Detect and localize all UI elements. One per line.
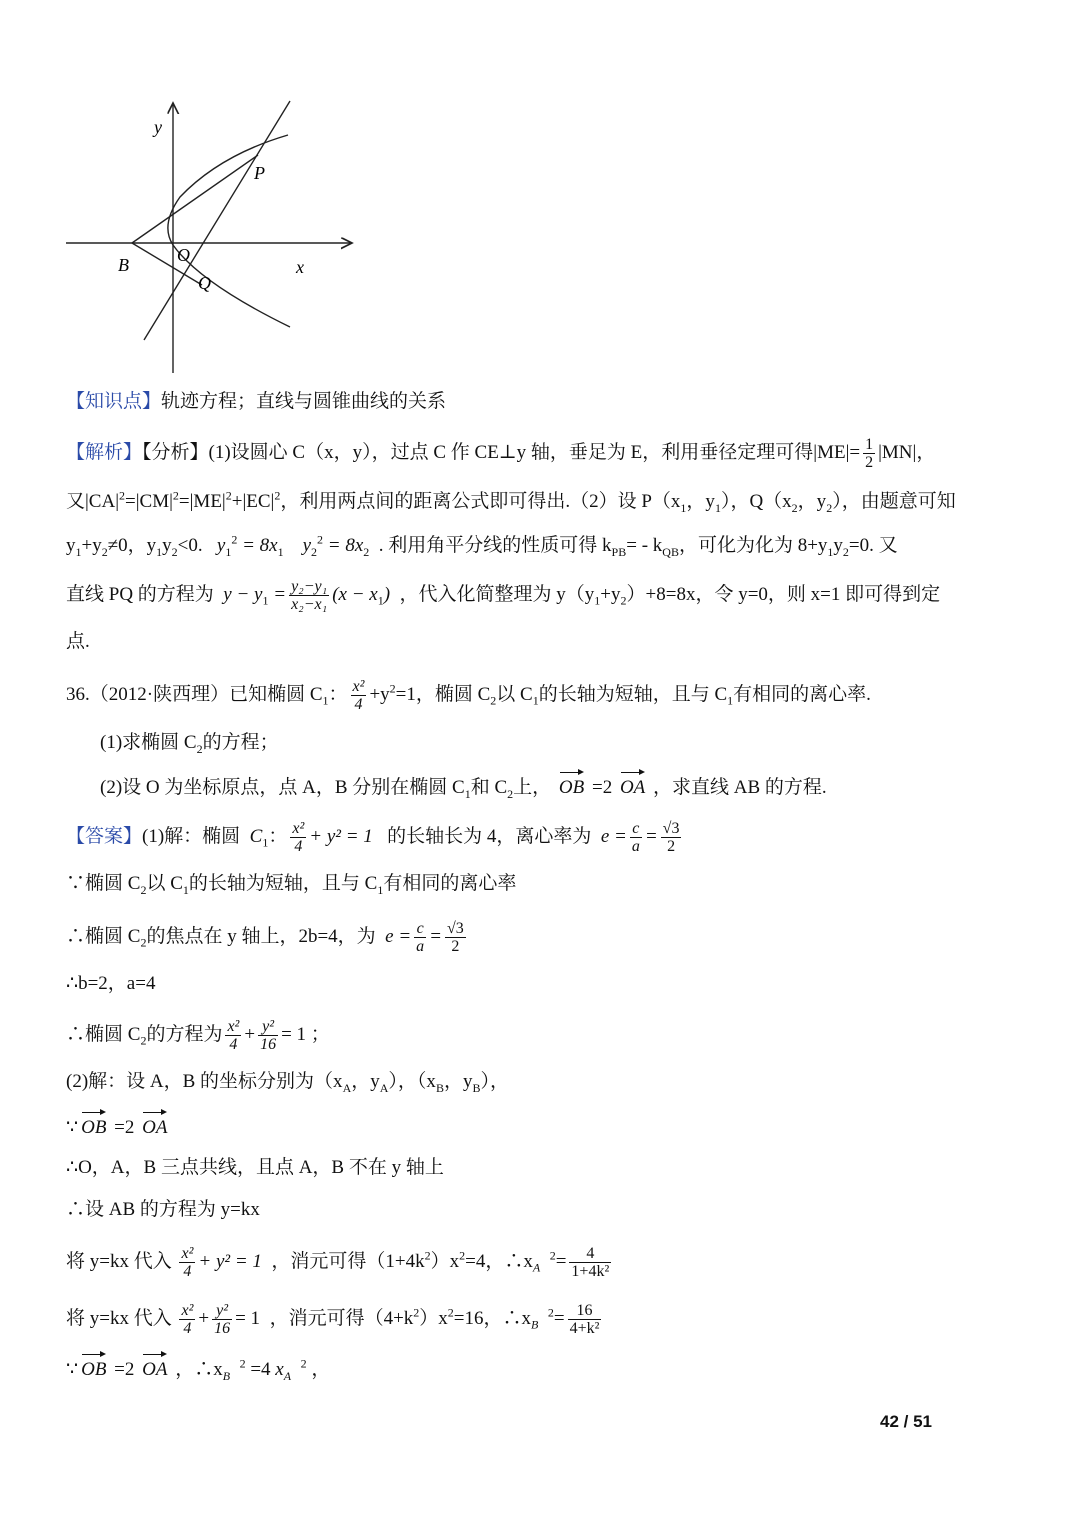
answer-line-11: 将 y=kx 代入 $\frac{\text{x²}}{4}$ + $\frac{\text{y²}}{16}$ = 1 ，消元可得$(4+k^2)x^2=16$，$\therefore x_B$ $^2$= $\frac{16}{\text{4+k²}}$	[66, 1302, 600, 1337]
answer-line-12: ∵ OB =2 OA ，$\therefore x_B$ $^2$ =4 $x_A$ $^2$ ，	[66, 1352, 1020, 1384]
answer-line-4: ∴b=2，a=4	[66, 973, 156, 994]
fraction-half: $\frac{1}{2}$	[865, 436, 874, 471]
vector-oa: OA	[142, 1352, 167, 1384]
analysis-line-4: 直线 PQ 的方程为 $y - y_1$ = $\frac{\text{y₂−y₁}}{\text{x₂−x₁}}$ $(x - x_1)$ ，代入化简整理为 $y(y_1+y_2)+8=8x$，令 y=0，则 x=1 即可得到定	[66, 578, 941, 613]
fraction-x2-over-4: $\frac{\text{x²}}{4}$	[181, 1245, 194, 1280]
fraction-16-over-4-plus-k2: $\frac{16}{\text{4+k²}}$	[569, 1302, 600, 1337]
question-36-part-2: (2)设 O 为坐标原点，点 A，B 分别在椭圆 $C_1$和 $C_2$上， OB =2 OA ，求直线 AB 的方程.	[100, 770, 1020, 802]
answer-tag: 【答案】	[66, 825, 143, 847]
vector-oa: OA	[620, 770, 645, 802]
analysis-text: 【分析】(1)设圆心 C（x，y），过点 C 作 CE⊥y 轴，垂足为 E，利用垂径定理可得|ME|=	[142, 441, 861, 463]
analysis-line-2: 又$|CA|^2=|CM|^2=|ME|^2+|EC|^2$，利用两点间的距离公式即可得出.（2）设 $P(x_1$，$y_1$），$Q(x_2$，$y_2$），由题意可知	[66, 488, 956, 515]
label-b: B	[118, 255, 129, 275]
line-pq	[144, 101, 290, 340]
knowledge-text: 轨迹方程；直线与圆锥曲线的关系	[161, 391, 447, 412]
knowledge-line	[66, 388, 1020, 416]
vector-ob: OB	[81, 1110, 106, 1142]
fraction-x2-over-4: $\frac{\text{x²}}{4}$	[292, 820, 305, 855]
fraction-x2-over-4: $\frac{\text{x²}}{4}$	[227, 1018, 240, 1053]
geometry-figure	[40, 95, 360, 380]
line-bp	[132, 155, 258, 243]
analysis-text: |MN|，	[878, 441, 936, 463]
vector-ob: OB	[81, 1352, 106, 1384]
analysis-line-3: $y_1+y_2\ne 0$，$y_1y_2<0$. $y_1^2 = 8x_1$ $y_2^2 = 8x_2$ . 利用角平分线的性质可得 $k_{PB}= - k_{QB}$，可化为化为 $8+y_1y_2=0$. 又	[66, 532, 898, 559]
fraction-c-over-a: $\frac{c}{a}$	[631, 820, 640, 855]
analysis-line-5: 点.	[66, 631, 90, 652]
slope-fraction: $\frac{\text{y₂−y₁}}{\text{x₂−x₁}}$	[291, 578, 328, 613]
label-y: y	[154, 117, 162, 137]
analysis-line-1	[66, 436, 1020, 471]
answer-line-8: ∴O，A，B 三点共线，且点 A，B 不在 y 轴上	[66, 1157, 444, 1178]
fraction-4-over-1-plus-4k2: $\frac{4}{\text{1+4k²}}$	[571, 1245, 610, 1280]
label-q: Q	[198, 273, 211, 293]
answer-line-1: 【答案】(1)解：椭圆 $C_1$： $\frac{\text{x²}}{4}$ + y² = 1 的长轴长为 4，离心率为 e = $\frac{c}{a}$ = $\frac{√3}{2}$	[66, 820, 680, 855]
fraction-sqrt3-over-2: $\frac{√3}{2}$	[662, 820, 680, 855]
label-p: P	[254, 163, 265, 183]
answer-line-9: ∴设 AB 的方程为 y=kx	[66, 1199, 260, 1220]
answer-line-2: ∵椭圆 $C_2$以 $C_1$的长轴为短轴，且与 $C_1$有相同的离心率	[66, 873, 517, 897]
answer-line-7: ∵ OB =2 OA	[66, 1110, 1020, 1142]
analysis-tag: 【解析】	[66, 441, 143, 463]
fraction-c-over-a: $\frac{c}{a}$	[416, 920, 425, 955]
question-36-part-1: (1)求椭圆 $C_2$的方程；	[100, 732, 279, 756]
question-36-stem: 36.（2012·陕西理）已知椭圆 $C_1$： $\frac{\text{x²}}{4}$ $+y^2=1$，椭圆 $C_2$以 $C_1$的长轴为短轴，且与 $C_1$有相同的离心率.	[66, 678, 871, 713]
answer-line-10: 将 y=kx 代入 $\frac{\text{x²}}{4}$ + y² = 1 ，消元可得$(1+4k^2)x^2=4$，$\therefore x_A$ $^2$= $\frac{4}{\text{1+4k²}}$	[66, 1245, 610, 1280]
answer-line-3: ∴椭圆 $C_2$的焦点在 y 轴上，2b=4，为 e = $\frac{c}{a}$ = $\frac{√3}{2}$	[66, 920, 464, 955]
line-bq	[132, 243, 202, 285]
fraction-x2-over-4: $\frac{\text{x²}}{4}$	[352, 678, 365, 713]
page-number: 42 / 51	[880, 1412, 932, 1431]
answer-line-6: (2)解：设 A，B 的坐标分别为（$x_A$，$y_A$），（$x_B$，$y_B$），	[66, 1071, 509, 1095]
label-o: O	[177, 245, 190, 265]
label-x: x	[296, 257, 304, 277]
fraction-sqrt3-over-2: $\frac{√3}{2}$	[447, 920, 464, 955]
fraction-y2-over-16: $\frac{\text{y²}}{16}$	[214, 1302, 231, 1337]
fraction-x2-over-4: $\frac{\text{x²}}{4}$	[181, 1302, 194, 1337]
fraction-y2-over-16: $\frac{\text{y²}}{16}$	[260, 1018, 277, 1053]
answer-line-5: ∴椭圆 $C_2$的方程为 $\frac{\text{x²}}{4}$ + $\frac{\text{y²}}{16}$ = 1 ；	[66, 1018, 330, 1053]
vector-ob: OB	[559, 770, 584, 802]
knowledge-tag: 【知识点】	[66, 391, 162, 412]
parabola-curve	[168, 135, 290, 327]
vector-oa: OA	[142, 1110, 167, 1142]
